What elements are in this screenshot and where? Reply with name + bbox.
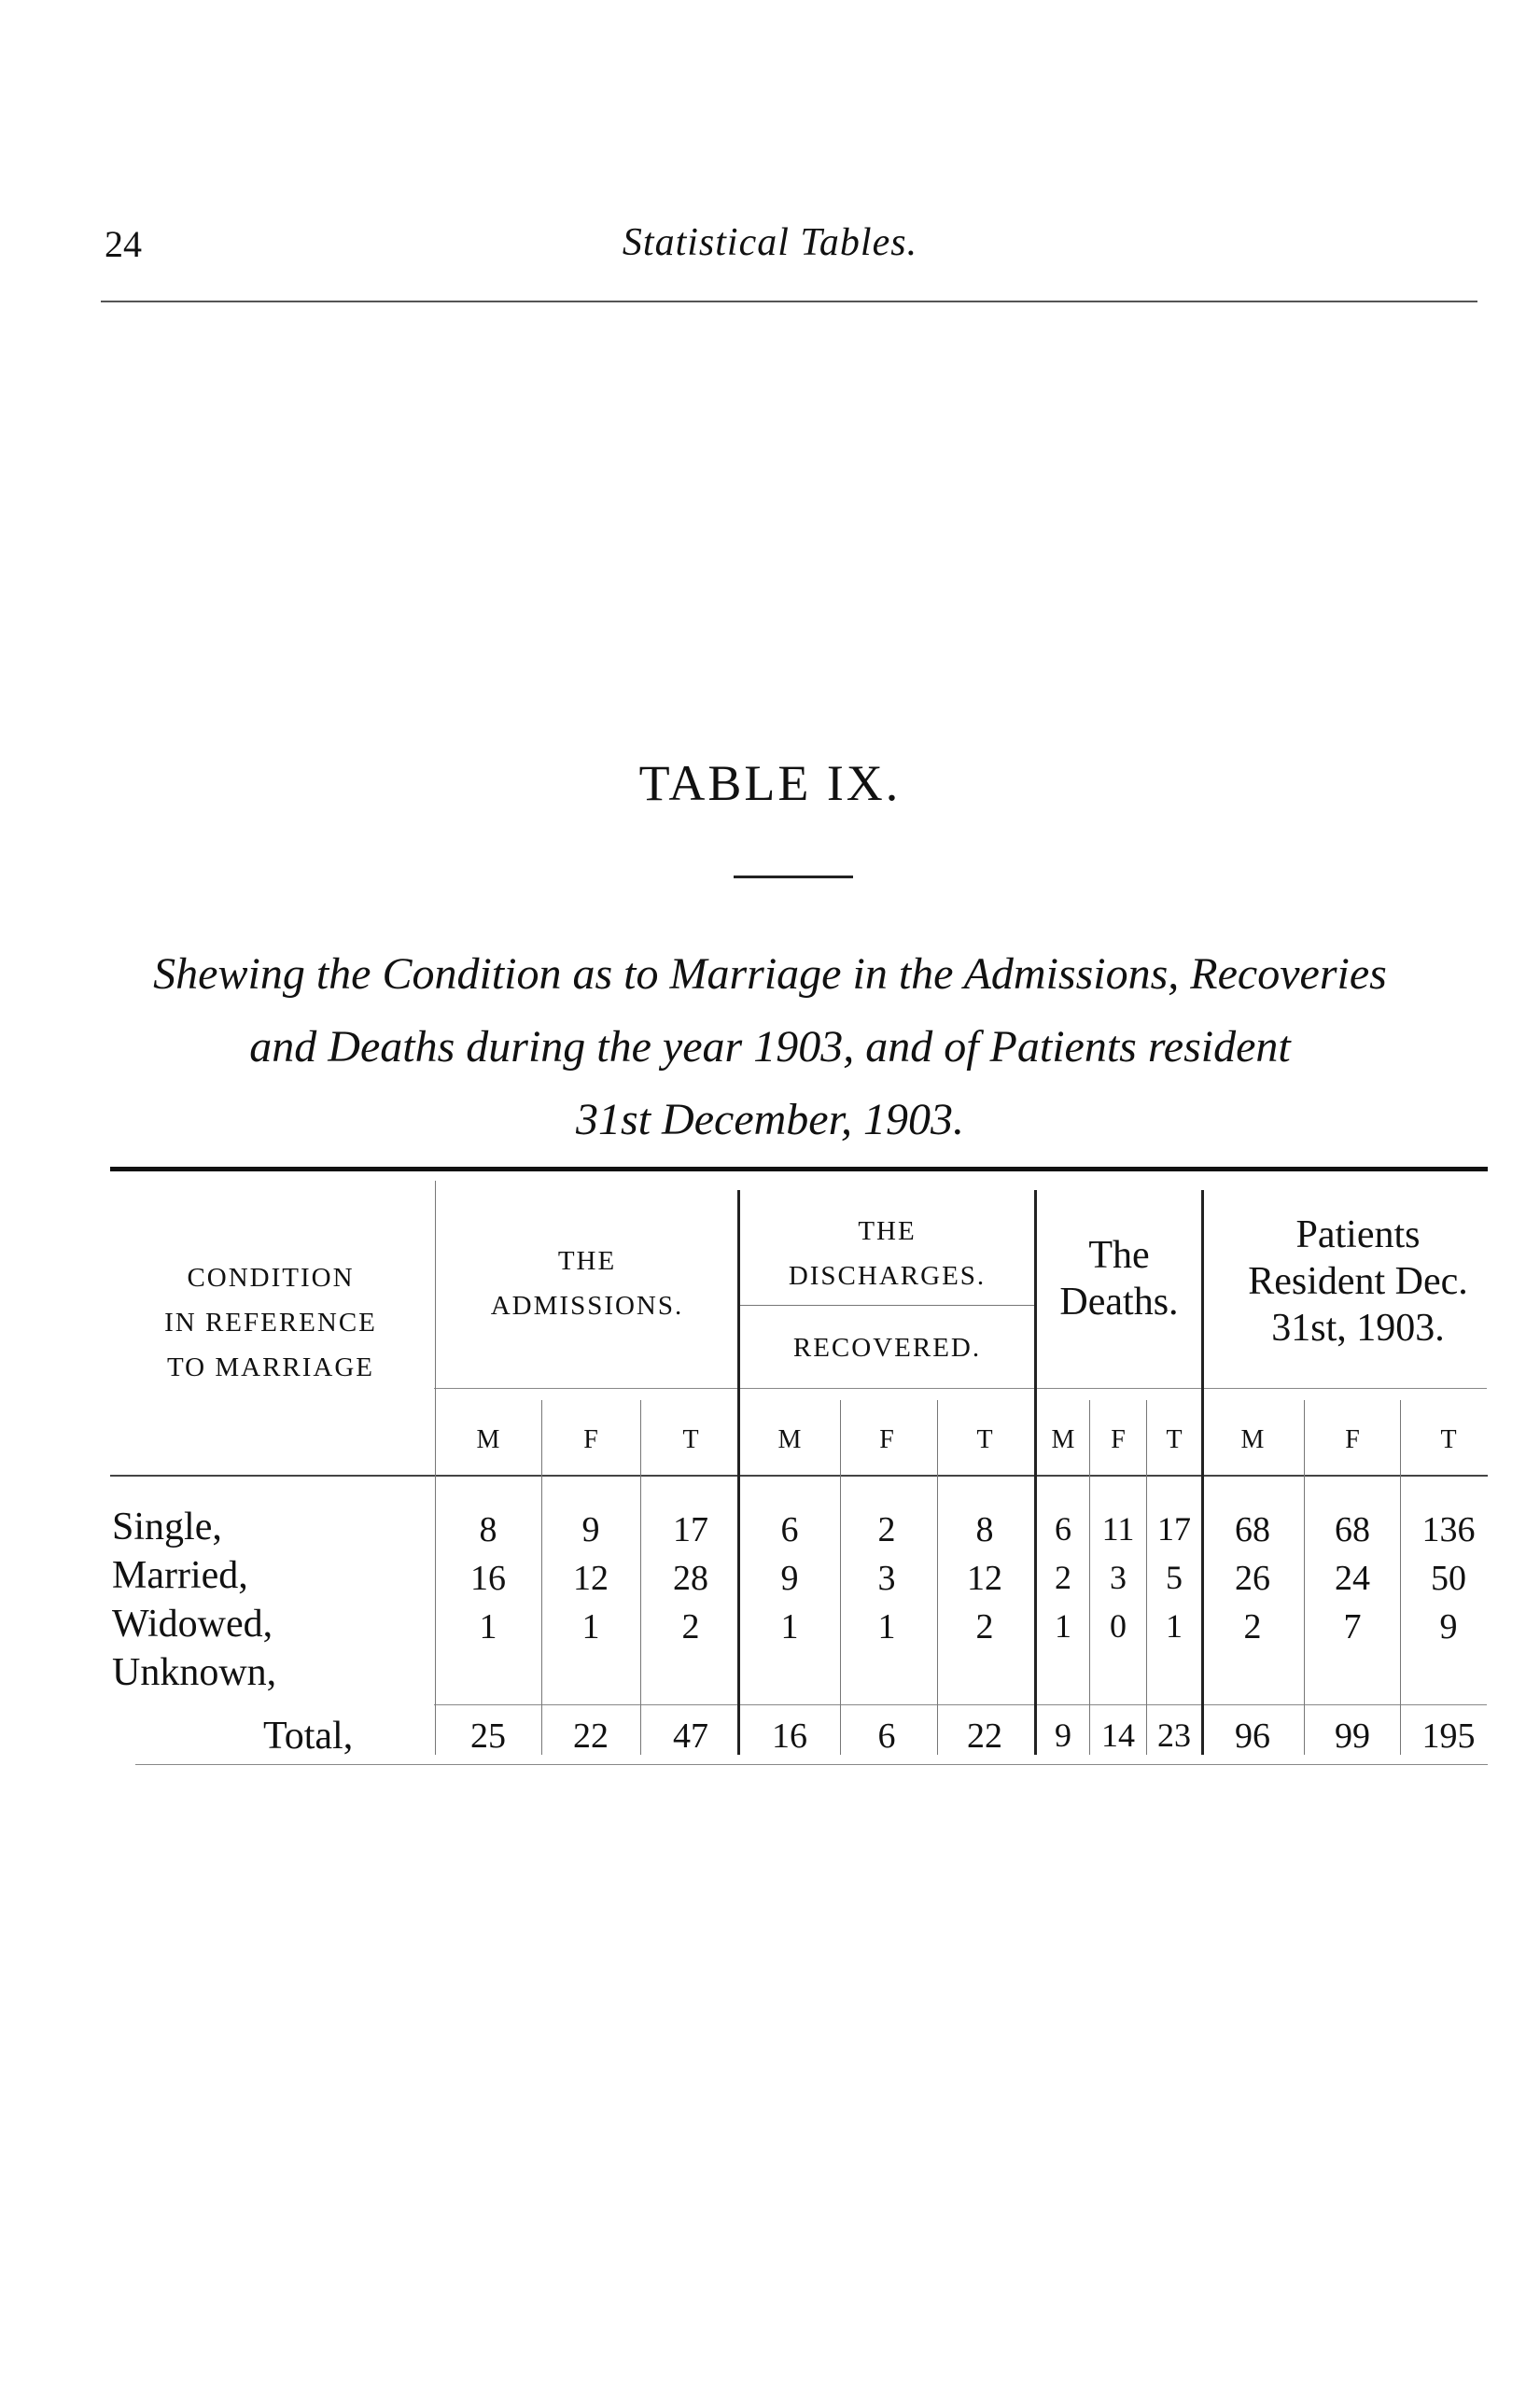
header-discharges: THE DISCHARGES. xyxy=(788,1216,987,1291)
table-cell: 68 xyxy=(1335,1510,1370,1549)
table-caption xyxy=(56,938,1484,1156)
table-cell: 2 xyxy=(877,1510,896,1549)
header-patients: Patients Resident Dec. 31st, 1903. xyxy=(1248,1213,1468,1350)
table-cell: 12 xyxy=(573,1559,609,1598)
header-bottom-rule xyxy=(110,1475,1488,1477)
divider-col xyxy=(1400,1400,1401,1755)
subheader-rule xyxy=(434,1388,1487,1389)
row-label-single: Single, xyxy=(112,1506,222,1548)
table-cell: 136 xyxy=(1421,1510,1476,1549)
table-cell: 9 xyxy=(1055,1716,1071,1754)
header-rule xyxy=(101,301,1477,302)
table-cell: 28 xyxy=(673,1559,708,1598)
running-title: Statistical Tables. xyxy=(622,221,918,264)
table-cell: 68 xyxy=(1235,1510,1270,1549)
table-cell: 14 xyxy=(1101,1716,1135,1754)
table-cell: 2 xyxy=(1243,1607,1262,1646)
table-cell: 47 xyxy=(673,1716,708,1756)
subheader-m: M xyxy=(1051,1425,1075,1454)
table-cell: 9 xyxy=(1439,1607,1458,1646)
subheader-m: M xyxy=(1240,1425,1265,1454)
table-cell: 2 xyxy=(681,1607,700,1646)
header-deaths: The Deaths. xyxy=(1059,1234,1179,1324)
subheader-f: F xyxy=(583,1425,598,1454)
table-cell: 1 xyxy=(780,1607,799,1646)
total-rule xyxy=(434,1704,1487,1705)
table-cell: 8 xyxy=(479,1510,497,1549)
table-cell: 11 xyxy=(1101,1510,1135,1548)
table-cell: 8 xyxy=(975,1510,994,1549)
table-cell: 17 xyxy=(673,1510,708,1549)
table-cell: 0 xyxy=(1110,1607,1127,1645)
table-cell: 2 xyxy=(975,1607,994,1646)
table-cell: 99 xyxy=(1335,1716,1370,1756)
subheader-f: F xyxy=(1345,1425,1360,1454)
table-cell: 16 xyxy=(470,1559,506,1598)
subheader-f: F xyxy=(1111,1425,1126,1454)
header-recovered: RECOVERED. xyxy=(792,1333,982,1363)
row-label-total: Total, xyxy=(263,1715,354,1758)
table-cell: 1 xyxy=(1166,1607,1183,1645)
page-number: 24 xyxy=(105,223,142,265)
table-cell: 1 xyxy=(479,1607,497,1646)
row-label-married: Married, xyxy=(112,1554,248,1597)
subheader-t: T xyxy=(1440,1425,1457,1454)
table-cell: 2 xyxy=(1055,1559,1071,1596)
table-cell: 9 xyxy=(581,1510,600,1549)
caption-line: Shewing the Condition as to Marriage in the Admissions, Recoveries xyxy=(153,949,1387,999)
title-rule xyxy=(734,876,853,878)
row-label-unknown: Unknown, xyxy=(112,1651,277,1694)
table-cell: 195 xyxy=(1421,1716,1476,1756)
table-cell: 6 xyxy=(780,1510,799,1549)
table-cell: 12 xyxy=(967,1559,1002,1598)
table-bottom-rule xyxy=(135,1764,1488,1765)
table-cell: 7 xyxy=(1343,1607,1362,1646)
row-label-widowed: Widowed, xyxy=(112,1603,273,1646)
caption-line: and Deaths during the year 1903, and of Patients resident xyxy=(249,1022,1291,1072)
table-cell: 16 xyxy=(772,1716,807,1756)
table-cell: 96 xyxy=(1235,1716,1270,1756)
table-cell: 26 xyxy=(1235,1559,1270,1598)
header-admissions: THE ADMISSIONS. xyxy=(490,1246,684,1321)
table-cell: 3 xyxy=(877,1559,896,1598)
divider-col xyxy=(1304,1400,1305,1755)
table-cell: 24 xyxy=(1335,1559,1370,1598)
table-cell: 22 xyxy=(573,1716,609,1756)
table-top-rule xyxy=(110,1167,1488,1171)
table-cell: 1 xyxy=(1055,1607,1071,1645)
table-cell: 1 xyxy=(877,1607,896,1646)
header-condition: CONDITION IN REFERENCE TO MARRIAGE xyxy=(164,1263,377,1382)
table-cell: 1 xyxy=(581,1607,600,1646)
subheader-m: M xyxy=(777,1425,802,1454)
table-cell: 25 xyxy=(470,1716,506,1756)
table-cell: 22 xyxy=(967,1716,1002,1756)
table-title: TABLE IX. xyxy=(638,755,902,811)
table-cell: 17 xyxy=(1157,1510,1191,1548)
table-cell: 5 xyxy=(1166,1559,1183,1596)
divider-col xyxy=(541,1400,542,1755)
recovered-rule xyxy=(737,1305,1034,1306)
subheader-m: M xyxy=(476,1425,500,1454)
table-cell: 6 xyxy=(877,1716,896,1756)
table-cell: 50 xyxy=(1431,1559,1466,1598)
subheader-t: T xyxy=(682,1425,699,1454)
table-cell: 23 xyxy=(1157,1716,1191,1754)
subheader-t: T xyxy=(976,1425,993,1454)
divider-condition xyxy=(435,1181,436,1755)
table-cell: 3 xyxy=(1110,1559,1127,1596)
table-cell: 6 xyxy=(1055,1510,1071,1548)
table-cell: 9 xyxy=(780,1559,799,1598)
caption-line: 31st December, 1903. xyxy=(576,1095,964,1144)
subheader-f: F xyxy=(879,1425,894,1454)
divider-col xyxy=(640,1400,641,1755)
subheader-t: T xyxy=(1166,1425,1183,1454)
